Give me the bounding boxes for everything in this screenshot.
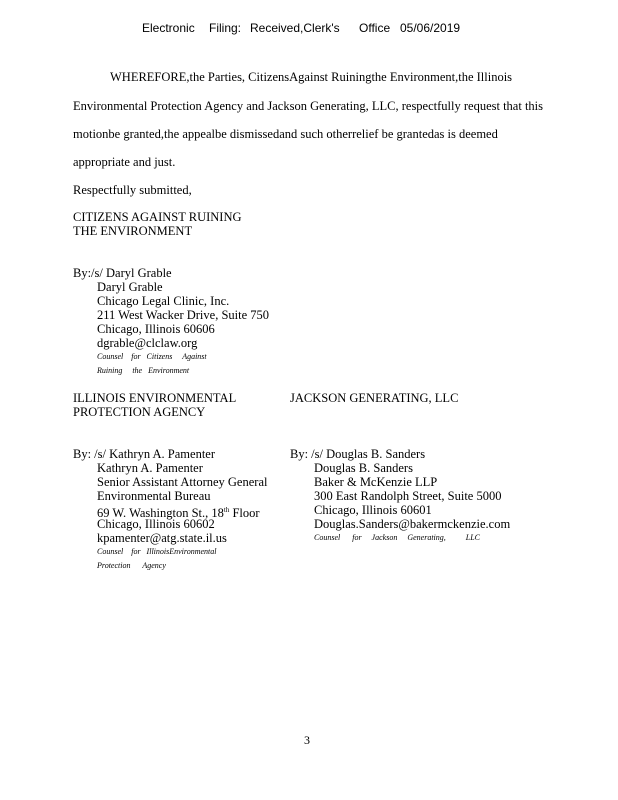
body-line-3: motionbe granted,the appealbe dismissedand such otherrelief be grantedas is deemed [73, 127, 498, 141]
care-firm: Chicago Legal Clinic, Inc. [97, 294, 230, 308]
header-received: Received,Clerk's [250, 21, 340, 35]
jackson-city: Chicago, Illinois 60601 [314, 503, 432, 517]
header-office: Office [359, 21, 391, 35]
jackson-role: Counsel for Jackson Generating, LLC [314, 533, 480, 542]
body-line-4: appropriate and just. [73, 155, 176, 169]
iepa-role-line-1: Counsel for IllinoisEnvironmental [97, 547, 217, 556]
iepa-bureau: Environmental Bureau [97, 489, 211, 503]
care-name: Daryl Grable [97, 280, 163, 294]
iepa-role-line-2: Protection Agency [97, 561, 166, 570]
jackson-org-line-1: JACKSON GENERATING, LLC [290, 391, 459, 405]
iepa-name: Kathryn A. Pamenter [97, 461, 203, 475]
care-org-line-2: THE ENVIRONMENT [73, 224, 193, 238]
iepa-org-line-2: PROTECTION AGENCY [73, 405, 206, 419]
iepa-title: Senior Assistant Attorney General [97, 475, 268, 489]
iepa-address-post: Floor [232, 506, 260, 521]
closing: Respectfully submitted, [73, 183, 192, 197]
care-role-line-2: Ruining the Environment [97, 366, 190, 375]
header-date: 05/06/2019 [400, 21, 461, 35]
jackson-address: 300 East Randolph Street, Suite 5000 [314, 489, 502, 503]
iepa-city: Chicago, Illinois 60602 [97, 517, 215, 531]
iepa-email: kpamenter@atg.state.il.us [97, 531, 227, 545]
page-number: 3 [304, 733, 310, 747]
header-electronic: Electronic [142, 21, 195, 35]
care-role-line-1: Counsel for Citizens Against [97, 352, 207, 361]
care-city: Chicago, Illinois 60606 [97, 322, 215, 336]
jackson-name: Douglas B. Sanders [314, 461, 413, 475]
jackson-email: Douglas.Sanders@bakermckenzie.com [314, 517, 511, 531]
iepa-address-sup: th [223, 506, 230, 514]
care-email: dgrable@clclaw.org [97, 336, 198, 350]
iepa-signature: By: /s/ Kathryn A. Pamenter [73, 447, 215, 461]
care-signature: By:/s/ Daryl Grable [73, 266, 172, 280]
iepa-address-pre: 69 W. Washington St., 18 [97, 506, 224, 521]
body-line-2: Environmental Protection Agency and Jackson Generating, LLC, respectfully request that this [73, 99, 544, 113]
jackson-signature: By: /s/ Douglas B. Sanders [290, 447, 426, 461]
care-address: 211 West Wacker Drive, Suite 750 [97, 308, 270, 322]
iepa-org-line-1: ILLINOIS ENVIRONMENTAL [73, 391, 237, 405]
jackson-firm: Baker & McKenzie LLP [314, 475, 438, 489]
care-org-line-1: CITIZENS AGAINST RUINING [73, 210, 242, 224]
body-line-1: WHEREFORE,the Parties, CitizensAgainst Ruiningthe Environment,the Illinois [110, 70, 513, 84]
header-filing: Filing: [209, 21, 242, 35]
